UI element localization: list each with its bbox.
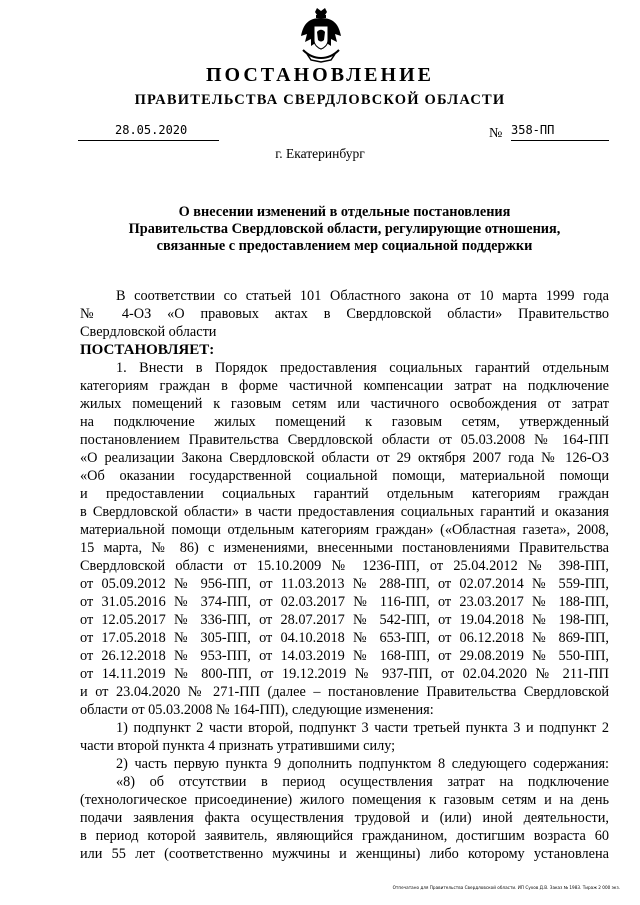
body-line: материальной помощи отдельным категориям граждан» («Областная газета», 2008, <box>80 522 609 538</box>
body-line: Свердловской области от 15.10.2009 № 1236-ПП, от 25.04.2012 № 398-ПП, <box>80 558 609 574</box>
print-imprint: Отпечатано для Правительства Свердловской области. ИП Сухов Д.В. Заказ № 1983. Тираж 2 000 экз. <box>392 885 620 890</box>
body-line: жилых помещений к газовым сетям или частичного освобождения от затрат <box>80 396 609 412</box>
body-line: от 31.05.2016 № 374-ПП, от 02.03.2017 № 116-ПП, от 23.03.2017 № 188-ПП, <box>80 594 609 610</box>
intro-line: № 4-ОЗ «О правовых актах в Свердловской области» Правительство <box>80 306 609 322</box>
body-line: «8) об отсутствии в период осуществления затрат на подключение <box>116 774 609 790</box>
body-line: от 12.05.2017 № 336-ПП, от 28.07.2017 № 542-ПП, от 19.04.2018 № 198-ПП, <box>80 612 609 628</box>
body-line: подачи заявления факта осуществления трудовой и (или) иной деятельности, <box>80 810 609 826</box>
body-line: 1) подпункт 2 части второй, подпункт 3 части третьей пункта 3 и подпункт 2 <box>116 720 609 736</box>
body-line: 1. Внести в Порядок предоставления социальных гарантий отдельным <box>116 360 609 376</box>
number-underline <box>511 140 609 141</box>
body-line: на подключение жилых помещений к газовым сетям, утвержденный <box>80 414 609 430</box>
heading-line: связанные с предоставлением мер социальной поддержки <box>156 238 533 254</box>
body-line: от 05.09.2012 № 956-ПП, от 11.03.2013 № 288-ПП, от 02.07.2014 № 559-ПП, <box>80 576 609 592</box>
decree-number: 358-ПП <box>511 123 555 137</box>
city-label: г. Екатеринбург <box>275 146 365 161</box>
body-line: 2) часть первую пункта 9 дополнить подпунктом 8 следующего содержания: <box>116 756 609 772</box>
decree-date: 28.05.2020 <box>115 123 188 137</box>
body-line: части второй пункта 4 признать утратившими силу; <box>80 738 396 754</box>
body-line: и предоставлении социальных гарантий отдельным категориям граждан <box>80 486 609 502</box>
body-line: и от 23.04.2020 № 271-ПП (далее – постановление Правительства Свердловской <box>80 684 609 700</box>
document-title: ПОСТАНОВЛЕНИЕ <box>206 64 434 86</box>
body-line: «О реализации Закона Свердловской области от 29 октября 2007 года № 126-ОЗ <box>80 450 609 466</box>
date-underline <box>78 140 219 141</box>
body-line: (технологическое присоединение) жилого помещения к газовым сетям и на день <box>80 792 609 808</box>
number-sign: № <box>489 126 503 141</box>
heading-line: Правительства Свердловской области, регулирующие отношения, <box>128 221 561 237</box>
document-heading <box>80 204 609 255</box>
coat-of-arms-emblem <box>297 6 345 64</box>
decree-word: ПОСТАНОВЛЯЕТ: <box>80 342 215 358</box>
body-line: в Свердловской области» в части предоставления социальных гарантий и оказания <box>80 504 609 520</box>
body-line: от 17.05.2018 № 305-ПП, от 04.10.2018 № 653-ПП, от 06.12.2018 № 869-ПП, <box>80 630 609 646</box>
body-line: постановлением Правительства Свердловской области от 05.03.2008 № 164-ПП <box>80 432 609 448</box>
body-line: категориям граждан в форме частичной компенсации затрат на подключение <box>80 378 609 394</box>
body-line: «Об оказании государственной социальной помощи, материальной помощи <box>80 468 609 484</box>
document-body <box>80 287 609 863</box>
document-subtitle: ПРАВИТЕЛЬСТВА СВЕРДЛОВСКОЙ ОБЛАСТИ <box>134 92 506 108</box>
body-line: 15 марта, № 86) с изменениями, внесенными постановлениями Правительства <box>80 540 609 556</box>
body-line: области от 05.03.2008 № 164-ПП), следующие изменения: <box>80 702 434 718</box>
body-line: в период которой заявитель, являющийся гражданином, достигшим возраста 60 <box>80 828 609 844</box>
heading-line: О внесении изменений в отдельные постановления <box>178 204 511 220</box>
body-line: от 14.11.2019 № 800-ПП, от 19.12.2019 № 937-ПП, от 02.04.2020 № 211-ПП <box>80 666 609 682</box>
body-line: от 26.12.2018 № 953-ПП, от 14.03.2019 № 168-ПП, от 29.08.2019 № 550-ПП, <box>80 648 609 664</box>
intro-line: В соответствии со статьей 101 Областного закона от 10 марта 1999 года <box>116 288 609 304</box>
body-line: или 55 лет (соответственно мужчины и женщины) либо которому установлена <box>80 846 609 862</box>
intro-line: Свердловской области <box>80 324 217 340</box>
